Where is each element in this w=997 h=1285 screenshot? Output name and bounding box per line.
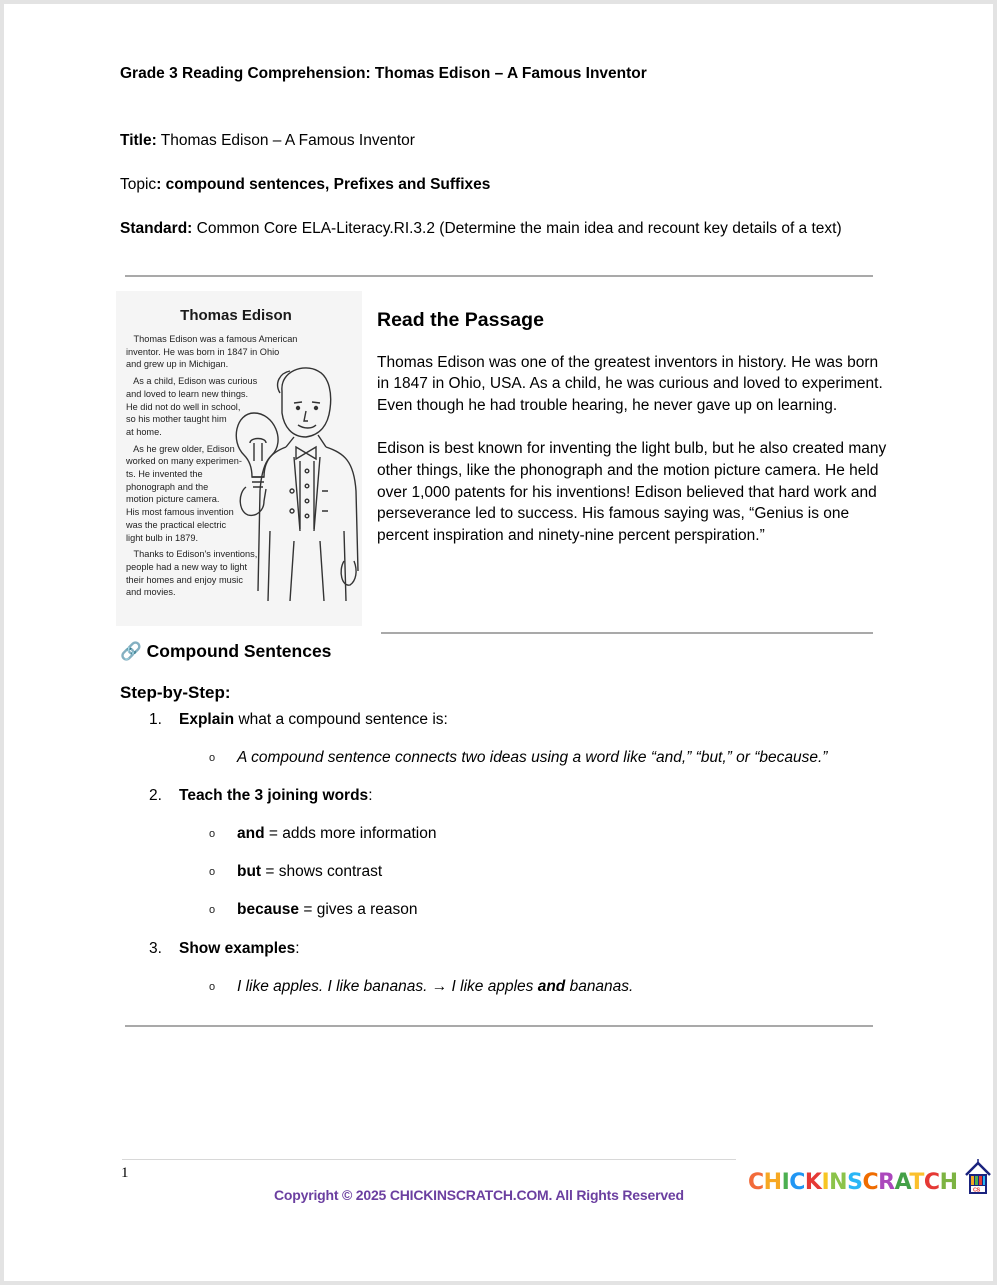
illustration-line: Thomas Edison was a famous American xyxy=(126,334,298,344)
illustration-line: and loved to learn new things. xyxy=(126,388,249,399)
chickinscratch-logo xyxy=(748,1159,991,1195)
illustration-line: so his mother taught him xyxy=(126,414,227,425)
logo-letter: C xyxy=(748,1170,764,1195)
copyright-text: Copyright © 2025 CHICKINSCRATCH.COM. All Rights Reserved xyxy=(274,1187,684,1203)
illustration-line: Thanks to Edison's inventions, xyxy=(126,549,258,560)
meta-topic-label: Topic xyxy=(120,176,157,193)
passage-section xyxy=(377,310,887,546)
illustration-title: Thomas Edison xyxy=(180,307,292,324)
step-2-subitem xyxy=(237,824,436,844)
subitem-rest: = adds more information xyxy=(264,825,437,842)
meta-title-label: Title: xyxy=(120,132,157,149)
divider xyxy=(125,275,873,277)
illustration-line: As he grew older, Edison xyxy=(126,443,235,454)
illustration-line: and movies. xyxy=(126,587,176,598)
page-number: 1 xyxy=(121,1165,129,1181)
illustration-line: As a child, Edison was curious xyxy=(126,376,258,387)
logo-letter: I xyxy=(781,1170,790,1195)
document-heading: Grade 3 Reading Comprehension: Thomas Edison – A Famous Inventor xyxy=(120,65,647,82)
compound-heading xyxy=(120,641,331,662)
logo-letter: C xyxy=(923,1170,940,1195)
logo-letter: C xyxy=(789,1170,805,1195)
subitem-rest: = shows contrast xyxy=(261,863,383,880)
compound-heading-text: Compound Sentences xyxy=(146,641,332,661)
step-2-rest: : xyxy=(368,787,373,804)
meta-title-value: Thomas Edison – A Famous Inventor xyxy=(156,132,415,149)
bullet-icon: o xyxy=(209,752,216,764)
meta-topic-value: : compound sentences, Prefixes and Suffixes xyxy=(156,176,491,193)
bullet-icon: o xyxy=(209,904,216,916)
step-2-subitem xyxy=(237,900,418,920)
edison-portrait-icon xyxy=(234,361,362,616)
meta-title xyxy=(120,131,415,151)
illustration-line: His most famous invention xyxy=(126,507,234,518)
illustration-line: was the practical electric xyxy=(126,519,227,530)
logo-letter: K xyxy=(804,1170,822,1195)
illustration-line: inventor. He was born in 1847 in Ohio xyxy=(126,346,280,357)
logo-letter: T xyxy=(909,1170,924,1195)
meta-standard-value: Common Core ELA-Literacy.RI.3.2 (Determine the main idea and recount key details of a text) xyxy=(192,220,842,237)
edison-illustration xyxy=(116,291,362,626)
illustration-line: ts. He invented the xyxy=(126,469,203,479)
document-page xyxy=(4,4,993,1281)
passage-paragraph-2: Edison is best known for inventing the light bulb, but he also created many other things, like the phonograph and the motion picture camera. He held over 1,000 patents for his inventions! Edison believed that hard work and perseverance led to success. His famous saying was, “Genius is one percent inspiration and ninety-nine percent perspiration.” xyxy=(377,440,887,544)
logo-letter: S xyxy=(847,1170,863,1195)
schoolhouse-icon xyxy=(965,1159,991,1195)
bullet-icon: o xyxy=(209,981,216,993)
meta-topic xyxy=(120,175,490,195)
subitem-bold: because xyxy=(237,901,300,918)
meta-standard xyxy=(120,219,842,239)
illustration-line: and grew up in Michigan. xyxy=(126,359,229,370)
bullet-icon: o xyxy=(209,828,216,840)
step-1 xyxy=(179,710,448,730)
footer-divider xyxy=(122,1159,736,1160)
illustration-line: light bulb in 1879. xyxy=(126,532,199,543)
illustration-line: worked on many experimen- xyxy=(126,456,242,467)
subitem-bold: but xyxy=(237,863,262,880)
illustration-line: phonograph and the xyxy=(126,481,209,492)
example-post: bananas. xyxy=(565,978,634,995)
step-2 xyxy=(179,786,373,806)
passage-paragraph-1: Thomas Edison was one of the greatest inventors in history. He was born in 1847 in Ohio, USA. As a child, he was curious and loved to experiment. Even though he had trouble hearing, he never gave up on learning. xyxy=(377,353,883,414)
logo-letter: A xyxy=(894,1170,910,1195)
bullet-icon: o xyxy=(209,866,216,878)
step-1-bold: Explain xyxy=(179,711,235,728)
illustration-line: motion picture camera. xyxy=(126,494,220,505)
step-3 xyxy=(179,939,300,959)
logo-letter: H xyxy=(939,1170,958,1195)
step-1-rest: what a compound sentence is: xyxy=(234,711,448,728)
illustration-line: He did not do well in school, xyxy=(126,401,241,412)
svg-text:CS: CS xyxy=(972,1187,980,1194)
step-2-subitem xyxy=(237,862,382,882)
logo-text xyxy=(748,1170,957,1195)
step-number: 3. xyxy=(149,940,162,957)
logo-letter: C xyxy=(862,1170,879,1195)
illustration-line: their homes and enjoy music xyxy=(126,574,243,585)
subitem-rest: = gives a reason xyxy=(299,901,418,918)
step-number: 2. xyxy=(149,787,162,804)
passage-heading: Read the Passage xyxy=(377,309,544,331)
illustration-line: at home. xyxy=(126,426,162,437)
divider xyxy=(381,632,873,634)
divider xyxy=(125,1025,873,1027)
step-3-rest: : xyxy=(295,940,300,957)
step-1-subitem: A compound sentence connects two ideas using a word like “and,” “but,” or “because.” xyxy=(237,749,828,766)
link-icon: 🔗 xyxy=(120,641,142,661)
example-pre: I like apples. I like bananas. → I like apples xyxy=(237,978,538,995)
logo-letter: N xyxy=(829,1170,848,1195)
illustration-line: people had a new way to light xyxy=(126,561,248,572)
steps-heading: Step-by-Step: xyxy=(120,683,231,702)
meta-standard-label: Standard: xyxy=(120,220,193,237)
logo-letter: H xyxy=(763,1170,782,1195)
subitem-bold: and xyxy=(237,825,265,842)
step-2-bold: Teach the 3 joining words xyxy=(179,787,369,804)
step-3-bold: Show examples xyxy=(179,940,296,957)
logo-letter: R xyxy=(878,1170,895,1195)
step-3-subitem xyxy=(237,977,633,997)
example-bold: and xyxy=(537,978,566,995)
logo-letter: I xyxy=(821,1170,830,1195)
step-number: 1. xyxy=(149,711,162,728)
